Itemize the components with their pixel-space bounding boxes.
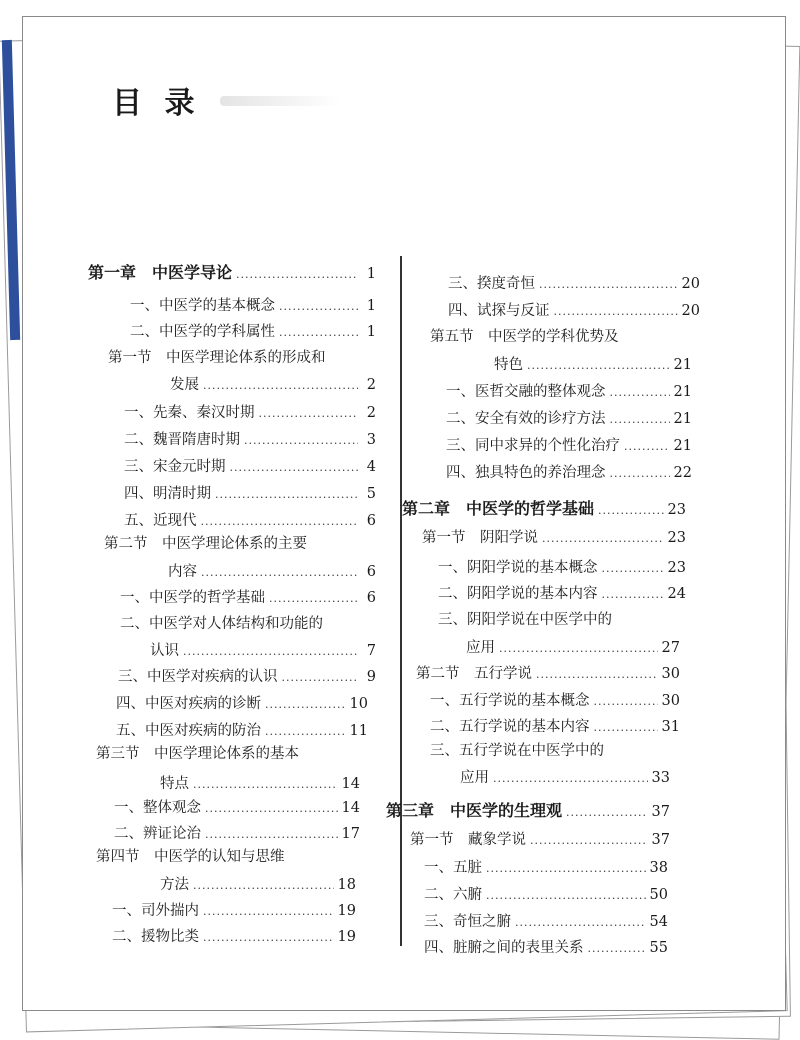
toc-entry[interactable]	[124, 455, 376, 476]
leader-dots	[493, 772, 648, 785]
toc-page-number: 1	[366, 266, 376, 282]
toc-label: 第五节 中医学的学科优势及	[430, 329, 619, 345]
leader-dots	[499, 642, 658, 655]
toc-label: 三、五行学说在中医学中的	[430, 743, 604, 759]
toc-label: 一、五行学说的基本概念	[430, 693, 590, 709]
toc-page-number: 23	[667, 530, 686, 546]
toc-label: 第三章 中医学的生理观	[386, 801, 563, 820]
toc-entry[interactable]	[438, 582, 686, 603]
toc-label: 一、整体观念	[114, 800, 201, 816]
toc-label: 三、阴阳学说在中医学中的	[438, 612, 612, 628]
toc-label: 二、中医学的学科属性	[130, 324, 275, 340]
toc-label: 第一节 阴阳学说	[422, 530, 538, 546]
toc-entry[interactable]	[160, 873, 356, 894]
toc-page-number: 33	[651, 770, 670, 786]
toc-label: 方法	[160, 877, 189, 893]
toc-page-number: 21	[673, 384, 692, 400]
toc-entry[interactable]	[120, 586, 376, 607]
toc-page-number: 37	[651, 804, 670, 820]
leader-dots	[269, 592, 358, 605]
leader-dots	[594, 695, 658, 708]
toc-page-number: 38	[649, 860, 668, 876]
toc-entry[interactable]	[112, 899, 356, 920]
toc-entry[interactable]	[448, 299, 700, 320]
toc-entry[interactable]	[460, 766, 670, 787]
toc-page-number: 14	[341, 776, 360, 792]
leader-dots	[236, 268, 358, 281]
toc-entry[interactable]	[96, 742, 368, 763]
leader-dots	[486, 862, 646, 875]
toc-entry[interactable]	[108, 346, 376, 367]
toc-entry[interactable]	[96, 845, 360, 866]
leader-dots	[566, 806, 648, 819]
leader-dots	[215, 488, 358, 501]
toc-label: 四、明清时期	[124, 486, 211, 502]
toc-label: 五、中医对疾病的防治	[116, 723, 261, 739]
toc-page-number: 30	[661, 666, 680, 682]
toc-page-number: 9	[366, 669, 376, 685]
toc-entry[interactable]	[124, 509, 376, 530]
leader-dots	[610, 413, 670, 426]
toc-entry[interactable]	[430, 715, 680, 736]
leader-dots	[610, 467, 670, 480]
toc-entry[interactable]	[114, 822, 360, 843]
column-divider	[400, 256, 402, 946]
toc-page-number: 18	[337, 877, 356, 893]
toc-label: 第一节 藏象学说	[410, 832, 526, 848]
toc-page-number: 21	[673, 411, 692, 427]
leader-dots	[203, 379, 358, 392]
leader-dots	[602, 562, 664, 575]
toc-label: 二、安全有效的诊疗方法	[446, 411, 606, 427]
toc-entry[interactable]	[150, 639, 376, 660]
leader-dots	[279, 300, 358, 313]
toc-page-number: 19	[337, 903, 356, 919]
leader-dots	[624, 440, 670, 453]
toc-entry[interactable]	[424, 936, 668, 957]
toc-label: 应用	[466, 640, 495, 656]
leader-dots	[265, 698, 346, 711]
toc-entry[interactable]	[438, 556, 686, 577]
toc-label: 第二节 五行学说	[416, 666, 532, 682]
toc-page-number: 1	[366, 324, 376, 340]
toc-entry[interactable]	[494, 353, 692, 374]
toc-label: 四、试探与反证	[448, 303, 550, 319]
toc-label: 三、宋金元时期	[124, 459, 226, 475]
leader-dots	[203, 905, 334, 918]
toc-page-number: 21	[673, 357, 692, 373]
leader-dots	[205, 802, 338, 815]
toc-label: 三、同中求异的个性化治疗	[446, 438, 620, 454]
toc-entry[interactable]	[446, 461, 692, 482]
toc-page-number: 1	[366, 298, 376, 314]
toc-label: 认识	[150, 643, 179, 659]
toc-page-number: 19	[337, 929, 356, 945]
toc-entry[interactable]	[446, 434, 692, 455]
toc-label: 五、近现代	[124, 513, 197, 529]
toc-page-number: 30	[661, 693, 680, 709]
toc-entry[interactable]	[402, 496, 686, 519]
leader-dots	[539, 278, 678, 291]
toc-entry[interactable]	[430, 739, 680, 760]
toc-entry[interactable]	[116, 692, 368, 713]
leader-dots	[279, 326, 358, 339]
leader-dots	[594, 721, 658, 734]
toc-entry[interactable]	[438, 608, 686, 629]
toc-label: 一、中医学的基本概念	[130, 298, 275, 314]
toc-page-number: 3	[366, 432, 376, 448]
toc-entry[interactable]	[410, 828, 670, 849]
toc-entry[interactable]	[466, 636, 680, 657]
toc-entry[interactable]	[430, 325, 700, 346]
leader-dots	[201, 515, 359, 528]
toc-label: 三、揆度奇恒	[448, 276, 535, 292]
toc-page-number: 17	[341, 826, 360, 842]
toc-entry[interactable]	[424, 856, 668, 877]
toc-entry[interactable]	[130, 294, 376, 315]
toc-entry[interactable]	[130, 320, 376, 341]
leader-dots	[486, 889, 646, 902]
leader-dots	[265, 725, 346, 738]
toc-label: 二、援物比类	[112, 929, 199, 945]
toc-entry[interactable]	[448, 272, 700, 293]
toc-label: 一、先秦、秦汉时期	[124, 405, 255, 421]
leader-dots	[244, 434, 358, 447]
toc-entry[interactable]	[424, 883, 668, 904]
toc-label: 特点	[160, 776, 189, 792]
toc-label: 三、中医学对疾病的认识	[118, 669, 278, 685]
leader-dots	[230, 461, 359, 474]
toc-page-number: 22	[673, 465, 692, 481]
leader-dots	[527, 359, 670, 372]
toc-page-number: 14	[341, 800, 360, 816]
toc-label: 二、中医学对人体结构和功能的	[120, 616, 323, 632]
toc-label: 三、奇恒之腑	[424, 914, 511, 930]
toc-label: 一、司外揣内	[112, 903, 199, 919]
leader-dots	[602, 588, 664, 601]
toc-entry[interactable]	[104, 532, 376, 553]
toc-page-number: 55	[649, 940, 668, 956]
toc-page-number: 24	[667, 586, 686, 602]
leader-dots	[588, 942, 646, 955]
toc-page-number: 2	[366, 405, 376, 421]
toc-page-number: 37	[651, 832, 670, 848]
toc-page-number: 50	[649, 887, 668, 903]
toc-entry[interactable]	[118, 665, 376, 686]
toc-entry[interactable]	[114, 796, 360, 817]
leader-dots	[554, 305, 678, 318]
toc-label: 二、魏晋隋唐时期	[124, 432, 240, 448]
toc-entry[interactable]	[88, 260, 376, 283]
toc-label: 第四节 中医学的认知与思维	[96, 849, 285, 865]
leader-dots	[203, 931, 334, 944]
toc-page-number: 6	[366, 564, 376, 580]
toc-label: 四、中医对疾病的诊断	[116, 696, 261, 712]
leader-dots	[193, 778, 338, 791]
toc-label: 第二章 中医学的哲学基础	[402, 499, 595, 518]
toc-label: 第二节 中医学理论体系的主要	[104, 536, 307, 552]
toc-label: 二、阴阳学说的基本内容	[438, 586, 598, 602]
toc-page-number: 2	[366, 377, 376, 393]
toc-page-number: 10	[349, 696, 368, 712]
toc-page-number: 7	[366, 643, 376, 659]
toc-page-number: 5	[366, 486, 376, 502]
toc-label: 发展	[170, 377, 199, 393]
toc-entry[interactable]	[170, 373, 376, 394]
toc-page-number: 20	[681, 276, 700, 292]
leader-dots	[536, 668, 658, 681]
toc-entry[interactable]	[116, 719, 368, 740]
toc-page-number: 54	[649, 914, 668, 930]
leader-dots	[193, 879, 334, 892]
toc-label: 第一章 中医学导论	[88, 263, 233, 282]
toc-entry[interactable]	[120, 612, 376, 633]
leader-dots	[201, 566, 358, 579]
leader-dots	[183, 645, 358, 658]
toc-page-number: 6	[366, 590, 376, 606]
toc-entry[interactable]	[124, 482, 376, 503]
toc-label: 一、五脏	[424, 860, 482, 876]
toc-entry[interactable]	[416, 662, 680, 683]
toc-label: 二、辨证论治	[114, 826, 201, 842]
toc-entry[interactable]	[124, 428, 376, 449]
toc-label: 第一节 中医学理论体系的形成和	[108, 350, 326, 366]
toc-label: 一、阴阳学说的基本概念	[438, 560, 598, 576]
toc-label: 特色	[494, 357, 523, 373]
toc-page-number: 31	[661, 719, 680, 735]
toc-label: 二、六腑	[424, 887, 482, 903]
print-smudge	[220, 96, 340, 106]
leader-dots	[282, 671, 359, 684]
toc-entry[interactable]	[446, 407, 692, 428]
leader-dots	[515, 916, 646, 929]
toc-page-number: 21	[673, 438, 692, 454]
toc-label: 内容	[168, 564, 197, 580]
toc-entry[interactable]	[386, 798, 670, 821]
toc-entry[interactable]	[422, 526, 686, 547]
leader-dots	[259, 407, 359, 420]
toc-entry[interactable]	[168, 560, 376, 581]
toc-page-number: 4	[366, 459, 376, 475]
toc-page-number: 6	[366, 513, 376, 529]
leader-dots	[530, 834, 648, 847]
toc-label: 二、五行学说的基本内容	[430, 719, 590, 735]
toc-page-number: 23	[667, 502, 686, 518]
toc-label: 一、医哲交融的整体观念	[446, 384, 606, 400]
toc-page-number: 23	[667, 560, 686, 576]
leader-dots	[610, 386, 670, 399]
page-title: 目 录	[112, 86, 201, 121]
toc-label: 四、独具特色的养治理念	[446, 465, 606, 481]
toc-entry[interactable]	[160, 772, 360, 793]
toc-entry[interactable]	[424, 910, 668, 931]
toc-entry[interactable]	[446, 380, 692, 401]
toc-label: 四、脏腑之间的表里关系	[424, 940, 584, 956]
leader-dots	[542, 532, 664, 545]
toc-entry[interactable]	[430, 689, 680, 710]
leader-dots	[205, 828, 338, 841]
toc-page-number: 27	[661, 640, 680, 656]
leader-dots	[598, 504, 664, 517]
toc-page-number: 11	[349, 723, 368, 739]
toc-entry[interactable]	[112, 925, 356, 946]
toc-label: 第三节 中医学理论体系的基本	[96, 746, 299, 762]
toc-label: 一、中医学的哲学基础	[120, 590, 265, 606]
toc-label: 应用	[460, 770, 489, 786]
toc-page-number: 20	[681, 303, 700, 319]
toc-entry[interactable]	[124, 401, 376, 422]
